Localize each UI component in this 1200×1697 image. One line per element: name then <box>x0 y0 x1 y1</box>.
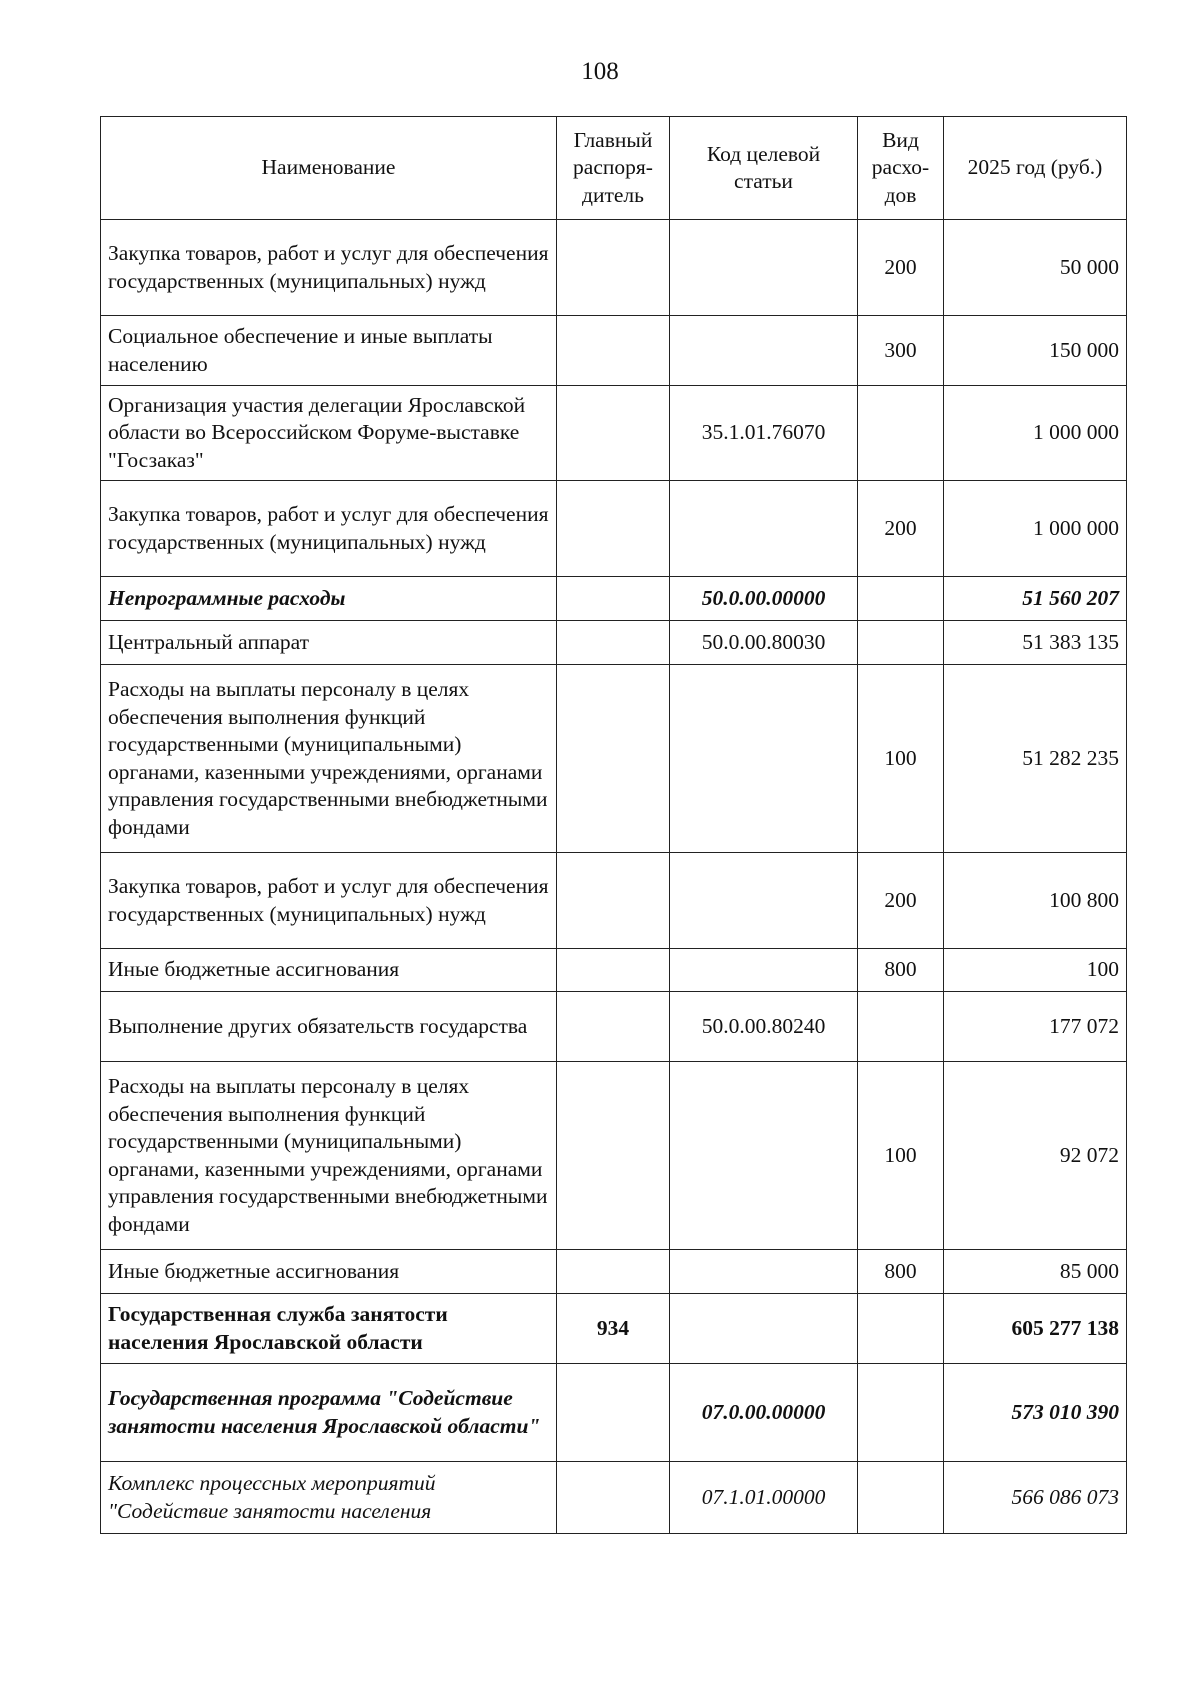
row-amount: 85 000 <box>944 1250 1127 1294</box>
header-code: Код целевой статьи <box>670 117 858 220</box>
row-type <box>858 386 944 481</box>
row-amount: 1 000 000 <box>944 481 1127 577</box>
row-admin <box>557 481 670 577</box>
table-row <box>101 220 1127 316</box>
row-amount: 177 072 <box>944 992 1127 1062</box>
row-name: Иные бюджетные ассигнования <box>101 1250 557 1294</box>
row-amount: 51 560 207 <box>944 577 1127 621</box>
table-row <box>101 992 1127 1062</box>
row-code: 35.1.01.76070 <box>670 386 858 481</box>
row-code <box>670 1062 858 1250</box>
row-admin <box>557 1062 670 1250</box>
row-name: Комплекс процессных мероприятий "Содействие занятости населения <box>101 1462 557 1534</box>
row-code: 50.0.00.80240 <box>670 992 858 1062</box>
row-admin <box>557 577 670 621</box>
row-code <box>670 1294 858 1364</box>
header-type: Вид расхо-дов <box>858 117 944 220</box>
page-number: 108 <box>581 58 619 85</box>
row-admin <box>557 621 670 665</box>
row-admin <box>557 316 670 386</box>
row-name: Государственная программа "Содействие занятости населения Ярославской области" <box>101 1364 557 1462</box>
row-admin <box>557 220 670 316</box>
row-code <box>670 220 858 316</box>
table-row <box>101 949 1127 992</box>
table-row <box>101 853 1127 949</box>
row-amount: 50 000 <box>944 220 1127 316</box>
row-name: Расходы на выплаты персоналу в целях обеспечения выполнения функций государственными (муниципальными) органами, казенными учреждениями, органами управления государственными внебюджетными фондами <box>101 665 557 853</box>
row-amount: 51 282 235 <box>944 665 1127 853</box>
row-admin <box>557 853 670 949</box>
row-type <box>858 621 944 665</box>
row-code: 50.0.00.80030 <box>670 621 858 665</box>
row-name: Социальное обеспечение и иные выплаты населению <box>101 316 557 386</box>
row-type <box>858 1294 944 1364</box>
row-name: Выполнение других обязательств государства <box>101 992 557 1062</box>
row-name: Закупка товаров, работ и услуг для обеспечения государственных (муниципальных) нужд <box>101 853 557 949</box>
table-row <box>101 621 1127 665</box>
row-amount: 100 800 <box>944 853 1127 949</box>
row-admin <box>557 665 670 853</box>
row-type: 800 <box>858 949 944 992</box>
row-admin: 934 <box>557 1294 670 1364</box>
row-type: 200 <box>858 481 944 577</box>
row-admin <box>557 1462 670 1534</box>
row-admin <box>557 386 670 481</box>
row-type: 200 <box>858 853 944 949</box>
row-amount: 573 010 390 <box>944 1364 1127 1462</box>
row-name: Государственная служба занятости населения Ярославской области <box>101 1294 557 1364</box>
row-admin <box>557 949 670 992</box>
row-code: 07.1.01.00000 <box>670 1462 858 1534</box>
table-row <box>101 577 1127 621</box>
row-type: 300 <box>858 316 944 386</box>
table-row <box>101 316 1127 386</box>
row-type <box>858 577 944 621</box>
row-code: 50.0.00.00000 <box>670 577 858 621</box>
row-name: Иные бюджетные ассигнования <box>101 949 557 992</box>
row-type: 100 <box>858 665 944 853</box>
row-amount: 1 000 000 <box>944 386 1127 481</box>
row-name: Непрограммные расходы <box>101 577 557 621</box>
row-amount: 566 086 073 <box>944 1462 1127 1534</box>
row-type: 100 <box>858 1062 944 1250</box>
row-code <box>670 949 858 992</box>
header-year: 2025 год (руб.) <box>944 117 1127 220</box>
row-name: Расходы на выплаты персоналу в целях обеспечения выполнения функций государственными (муниципальными) органами, казенными учреждениями, органами управления государственными внебюджетными фондами <box>101 1062 557 1250</box>
row-type <box>858 1364 944 1462</box>
table-row <box>101 1062 1127 1250</box>
row-amount: 92 072 <box>944 1062 1127 1250</box>
row-admin <box>557 1250 670 1294</box>
row-type: 800 <box>858 1250 944 1294</box>
header-name: Наименование <box>101 117 557 220</box>
budget-table <box>100 116 1127 1534</box>
table-row <box>101 1250 1127 1294</box>
table-row <box>101 665 1127 853</box>
row-type <box>858 1462 944 1534</box>
table-row <box>101 1364 1127 1462</box>
row-name: Организация участия делегации Ярославской области во Всероссийском Форуме-выставке "Госзаказ" <box>101 386 557 481</box>
row-code: 07.0.00.00000 <box>670 1364 858 1462</box>
row-name: Центральный аппарат <box>101 621 557 665</box>
row-admin <box>557 992 670 1062</box>
row-code <box>670 481 858 577</box>
row-type: 200 <box>858 220 944 316</box>
row-amount: 150 000 <box>944 316 1127 386</box>
table-row <box>101 1462 1127 1534</box>
row-amount: 100 <box>944 949 1127 992</box>
row-code <box>670 665 858 853</box>
row-amount: 51 383 135 <box>944 621 1127 665</box>
header-admin: Главный распоря-дитель <box>557 117 670 220</box>
row-amount: 605 277 138 <box>944 1294 1127 1364</box>
row-type <box>858 992 944 1062</box>
row-name: Закупка товаров, работ и услуг для обеспечения государственных (муниципальных) нужд <box>101 220 557 316</box>
table-row <box>101 1294 1127 1364</box>
table-row <box>101 386 1127 481</box>
row-code <box>670 1250 858 1294</box>
row-code <box>670 853 858 949</box>
table-row <box>101 481 1127 577</box>
row-code <box>670 316 858 386</box>
row-admin <box>557 1364 670 1462</box>
row-name: Закупка товаров, работ и услуг для обеспечения государственных (муниципальных) нужд <box>101 481 557 577</box>
table-header-row <box>101 117 1127 220</box>
